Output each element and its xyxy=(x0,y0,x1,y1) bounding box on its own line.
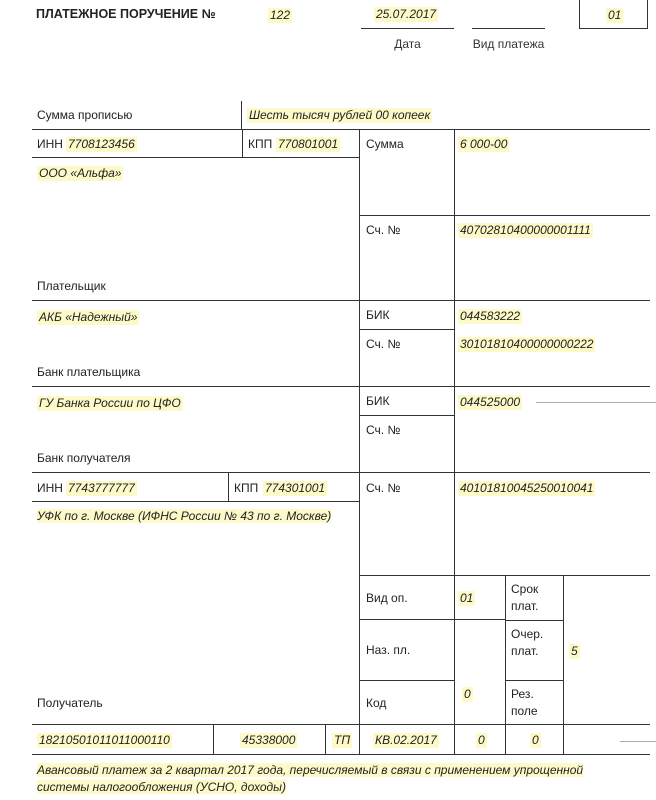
payer-account: 40702810400000001111 xyxy=(460,223,591,237)
line-sum-bottom xyxy=(359,215,650,216)
payer-bank-name: АКБ «Надежный» xyxy=(39,310,138,324)
form-code-border-bottom xyxy=(579,28,648,29)
line-queue-bottom xyxy=(505,680,563,681)
line-payee-bank-bik-bottom xyxy=(359,415,454,416)
tax-divider-1 xyxy=(213,724,214,755)
payer-inn: 7708123456 xyxy=(68,137,135,151)
reserve-label: Рез. поле xyxy=(511,687,538,718)
tax-divider-6 xyxy=(563,724,564,755)
payee-name: УФК по г. Москве (ИФНС России № 43 по г. Москве) xyxy=(37,509,332,523)
payer-bank-bik-label: БИК xyxy=(366,308,390,322)
line-payee-bank-bottom xyxy=(32,472,650,473)
term-label: Срок плат. xyxy=(511,582,539,613)
column-divider-2 xyxy=(454,129,455,725)
payer-name: ООО «Альфа» xyxy=(39,166,122,180)
payment-purpose: Авансовый платеж за 2 квартал 2017 года, перечисляемый в связи с применением упрощенной системы налогообложения (УСНО, доходы) xyxy=(37,763,584,794)
sum-label: Сумма xyxy=(366,137,404,151)
tax-divider-5 xyxy=(505,724,506,755)
payer-bank-label: Банк плательщика xyxy=(37,365,141,379)
purpose-code-label: Наз. пл. xyxy=(366,643,411,657)
payee-name-block xyxy=(37,508,337,525)
tax-doc-number: 0 xyxy=(478,733,485,747)
payee-label: Получатель xyxy=(37,696,103,710)
tax-divider-2 xyxy=(325,724,326,755)
payee-bank-name: ГУ Банка России по ЦФО xyxy=(39,396,181,410)
date-caption: Дата xyxy=(394,37,421,51)
line-payer-bank-bottom xyxy=(32,386,650,387)
payee-kpp-divider xyxy=(228,472,229,502)
payee-kpp-label: КПП xyxy=(234,481,259,495)
column-divider-1 xyxy=(359,129,360,725)
guide-line-tax xyxy=(620,741,656,742)
form-code: 01 xyxy=(608,8,622,22)
line-tax-bottom xyxy=(32,754,650,755)
payment-purpose-block xyxy=(37,762,597,796)
tax-period: КВ.02.2017 xyxy=(375,733,437,747)
form-code-border-left xyxy=(579,0,580,28)
form-code-border-right xyxy=(647,0,648,28)
payee-bank-bik-label: БИК xyxy=(366,394,390,408)
payer-bank-account: 30101810400000000222 xyxy=(460,337,594,351)
payment-type-caption: Вид платежа xyxy=(472,37,545,51)
payer-kpp-divider xyxy=(242,129,243,158)
date-underline xyxy=(361,28,454,29)
payee-inn-label: ИНН xyxy=(37,481,63,495)
payee-inn: 7743777777 xyxy=(68,481,135,495)
op-type-value: 01 xyxy=(460,591,474,605)
tax-basis: ТП xyxy=(334,733,351,747)
payer-account-label: Сч. № xyxy=(366,223,401,237)
document-title: ПЛАТЕЖНОЕ ПОРУЧЕНИЕ № xyxy=(36,7,216,21)
line-purpose-code-bottom xyxy=(359,680,454,681)
code-value: 0 xyxy=(464,687,471,701)
tax-doc-date: 0 xyxy=(532,733,539,747)
tax-divider-3 xyxy=(359,724,360,755)
line-amount-bottom xyxy=(32,129,650,130)
sum-value: 6 000-00 xyxy=(460,137,508,151)
payee-account: 40101810045250010041 xyxy=(460,481,594,495)
line-payee-bottom xyxy=(32,724,650,725)
line-payee-inn-bottom xyxy=(32,501,359,502)
amount-words-label: Сумма прописью xyxy=(37,108,133,122)
payer-kpp-label: КПП xyxy=(248,137,273,151)
payer-kpp: 770801001 xyxy=(278,137,339,151)
amount-words-divider xyxy=(241,101,242,130)
payee-bank-label: Банк получателя xyxy=(37,451,131,465)
payee-kpp: 774301001 xyxy=(265,481,326,495)
payee-account-label: Сч. № xyxy=(366,481,401,495)
payer-bank-account-label: Сч. № xyxy=(366,337,401,351)
detail-divider-2 xyxy=(563,575,564,725)
document-number: 122 xyxy=(270,8,291,22)
payee-bank-account-label: Сч. № xyxy=(366,423,401,437)
tax-kbk: 18210501011011000110 xyxy=(39,733,170,747)
queue-value: 5 xyxy=(571,644,578,658)
payment-type-underline xyxy=(472,28,545,29)
line-op-type-bottom xyxy=(359,619,505,620)
queue-label: Очер. плат. xyxy=(511,627,544,658)
line-payer-inn-bottom xyxy=(32,157,359,158)
line-payer-bank-bik-bottom xyxy=(359,329,454,330)
payee-bank-bik: 044525000 xyxy=(460,395,521,409)
amount-words-value: Шесть тысяч рублей 00 копеек xyxy=(249,108,431,122)
detail-divider-1 xyxy=(505,575,506,725)
line-term-bottom xyxy=(505,620,563,621)
line-payer-bottom xyxy=(32,300,650,301)
payer-bank-bik: 044583222 xyxy=(460,309,521,323)
payer-inn-label: ИНН xyxy=(37,137,63,151)
op-type-label: Вид оп. xyxy=(366,591,408,605)
document-date: 25.07.2017 xyxy=(376,7,437,21)
code-label: Код xyxy=(366,696,387,710)
payer-label: Плательщик xyxy=(37,279,106,293)
tax-divider-4 xyxy=(454,724,455,755)
guide-line-bik xyxy=(536,402,656,403)
tax-oktmo: 45338000 xyxy=(242,733,296,747)
